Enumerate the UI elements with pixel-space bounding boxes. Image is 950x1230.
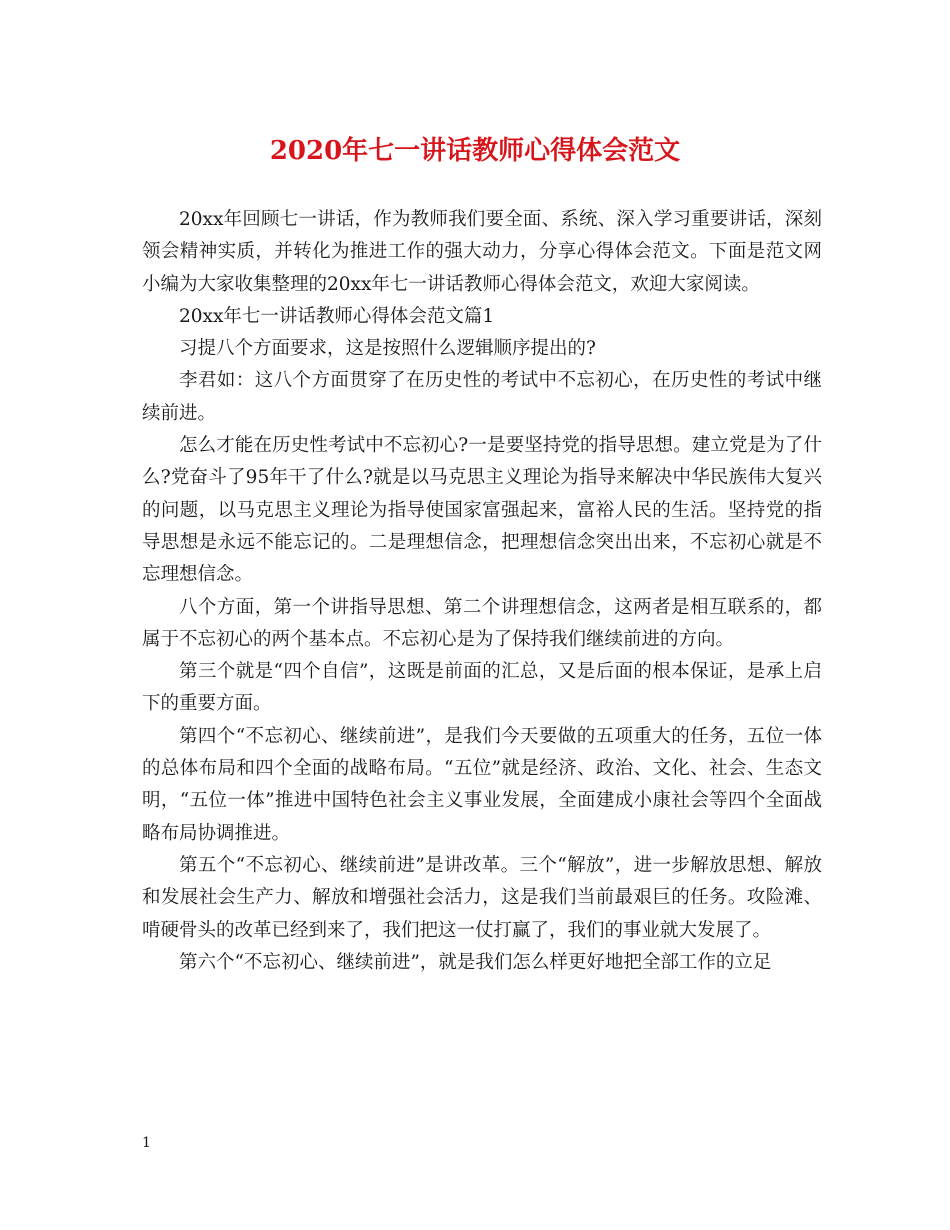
paragraph-intro: 20xx年回顾七一讲话，作为教师我们要全面、系统、深入学习重要讲话，深刻领会精神实质，并转化为推进工作的强大动力，分享心得体会范文。下面是范文网小编为大家收集整理的20xx年七一讲话教师心得体会范文，欢迎大家阅读。 [142,209,822,295]
paragraph-answer: 李君如：这八个方面贯穿了在历史性的考试中不忘初心，在历史性的考试中继续前进。 [142,370,822,424]
document-title: 2020年七一讲话教师心得体会范文 [269,136,681,166]
paragraph-fifth: 第五个“不忘初心、继续前进”是讲改革。三个“解放”，进一步解放思想、解放和发展社会生产力、解放和增强社会活力，这是我们当前最艰巨的任务。攻险滩、啃硬骨头的改革已经到来了，我们把这一仗打赢了，我们的事业就大发展了。 [142,854,822,941]
paragraph-third: 第三个就是“四个自信”，这既是前面的汇总，又是后面的根本保证，是承上启下的重要方面。 [142,661,822,715]
document-body [142,204,822,979]
paragraph-question: 习提八个方面要求，这是按照什么逻辑顺序提出的? [179,338,596,360]
paragraph-original-aspiration: 怎么才能在历史性考试中不忘初心?一是要坚持党的指导思想。建立党是为了什么?党奋斗了95年干了什么?就是以马克思主义理论为指导来解决中华民族伟大复兴的问题，以马克思主义理论为指导使国家富强起来，富裕人民的生活。坚持党的指导思想是永远不能忘记的。二是理想信念，把理想信念突出出来，不忘初心就是不忘理想信念。 [142,435,822,586]
paragraph-section-heading: 20xx年七一讲话教师心得体会范文篇1 [179,305,495,327]
paragraph-fourth: 第四个“不忘初心、继续前进”，是我们今天要做的五项重大的任务，五位一体的总体布局和四个全面的战略布局。“五位”就是经济、政治、文化、社会、生态文明，“五位一体”推进中国特色社会主义事业发展，全面建成小康社会等四个全面战略布局协调推进。 [142,725,822,844]
paragraph-eight-aspects: 八个方面，第一个讲指导思想、第二个讲理想信念，这两者是相互联系的，都属于不忘初心的两个基本点。不忘初心是为了保持我们继续前进的方向。 [142,596,822,650]
paragraph-sixth: 第六个“不忘初心、继续前进”，就是我们怎么样更好地把全部工作的立足 [179,951,772,973]
page-number: 1 [142,1135,151,1151]
